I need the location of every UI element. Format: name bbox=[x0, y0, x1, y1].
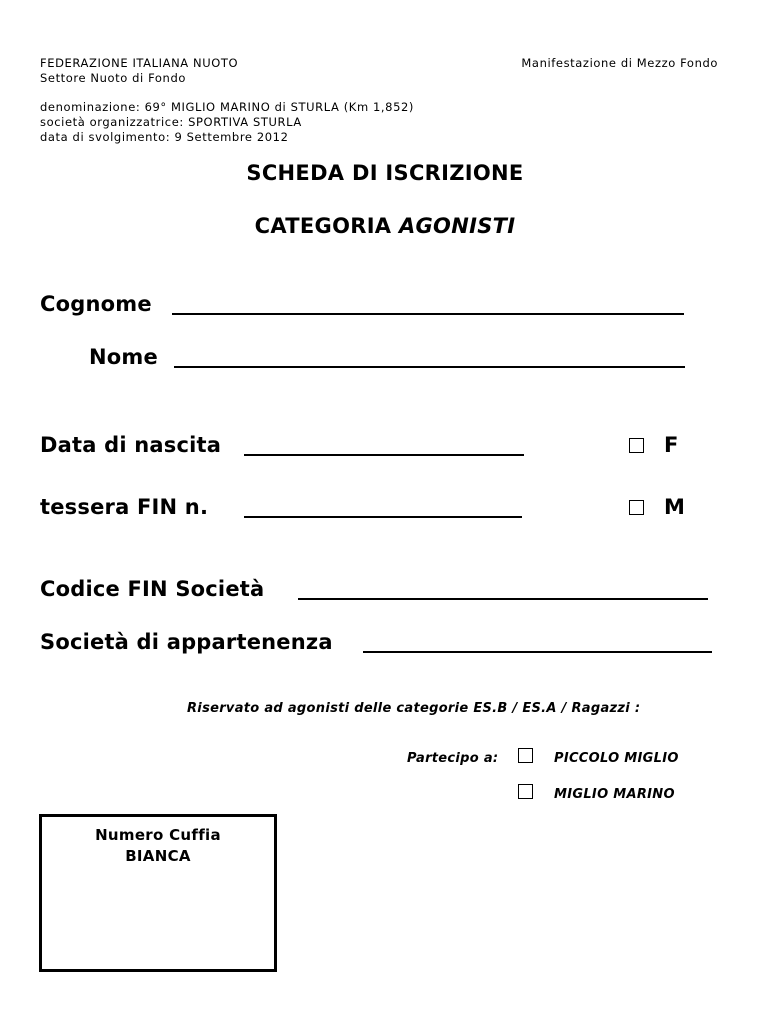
category-title bbox=[0, 214, 770, 238]
event-organizer: società organizzatrice: SPORTIVA STURLA bbox=[40, 115, 302, 129]
nome-label: Nome bbox=[89, 345, 158, 369]
societa-field[interactable] bbox=[363, 651, 712, 653]
gender-male-label: M bbox=[664, 495, 686, 519]
cognome-field[interactable] bbox=[172, 313, 684, 315]
piccolo-miglio-checkbox[interactable] bbox=[518, 748, 533, 763]
codice-societa-label: Codice FIN Società bbox=[40, 577, 265, 601]
category-prefix: CATEGORIA bbox=[254, 214, 399, 238]
data-nascita-field[interactable] bbox=[244, 454, 524, 456]
piccolo-miglio-label: PICCOLO MIGLIO bbox=[554, 751, 679, 766]
societa-label: Società di appartenenza bbox=[40, 630, 333, 654]
miglio-marino-label: MIGLIO MARINO bbox=[554, 787, 675, 802]
sector-name: Settore Nuoto di Fondo bbox=[40, 71, 186, 85]
nome-field[interactable] bbox=[174, 366, 685, 368]
codice-societa-field[interactable] bbox=[298, 598, 708, 600]
tessera-field[interactable] bbox=[244, 516, 522, 518]
miglio-marino-checkbox[interactable] bbox=[518, 784, 533, 799]
event-name: denominazione: 69° MIGLIO MARINO di STURLA (Km 1,852) bbox=[40, 100, 415, 114]
cap-box-line1: Numero Cuffia bbox=[95, 826, 221, 844]
cap-box-line2: BIANCA bbox=[125, 847, 191, 865]
gender-female-checkbox[interactable] bbox=[629, 438, 644, 453]
cap-box-heading bbox=[42, 825, 274, 867]
page-title: SCHEDA DI ISCRIZIONE bbox=[246, 161, 524, 185]
event-date: data di svolgimento: 9 Settembre 2012 bbox=[40, 130, 289, 144]
category-value: AGONISTI bbox=[398, 214, 516, 238]
tessera-label: tessera FIN n. bbox=[40, 495, 209, 519]
cognome-label: Cognome bbox=[40, 292, 152, 316]
gender-male-checkbox[interactable] bbox=[629, 500, 644, 515]
data-nascita-label: Data di nascita bbox=[40, 433, 222, 457]
event-type: Manifestazione di Mezzo Fondo bbox=[521, 56, 718, 70]
federation-name: FEDERAZIONE ITALIANA NUOTO bbox=[40, 56, 239, 70]
cap-number-box[interactable] bbox=[39, 814, 277, 972]
gender-female-label: F bbox=[664, 433, 679, 457]
reserved-note: Riservato ad agonisti delle categorie ES.B / ES.A / Ragazzi : bbox=[187, 701, 641, 716]
participation-label: Partecipo a: bbox=[407, 751, 499, 766]
